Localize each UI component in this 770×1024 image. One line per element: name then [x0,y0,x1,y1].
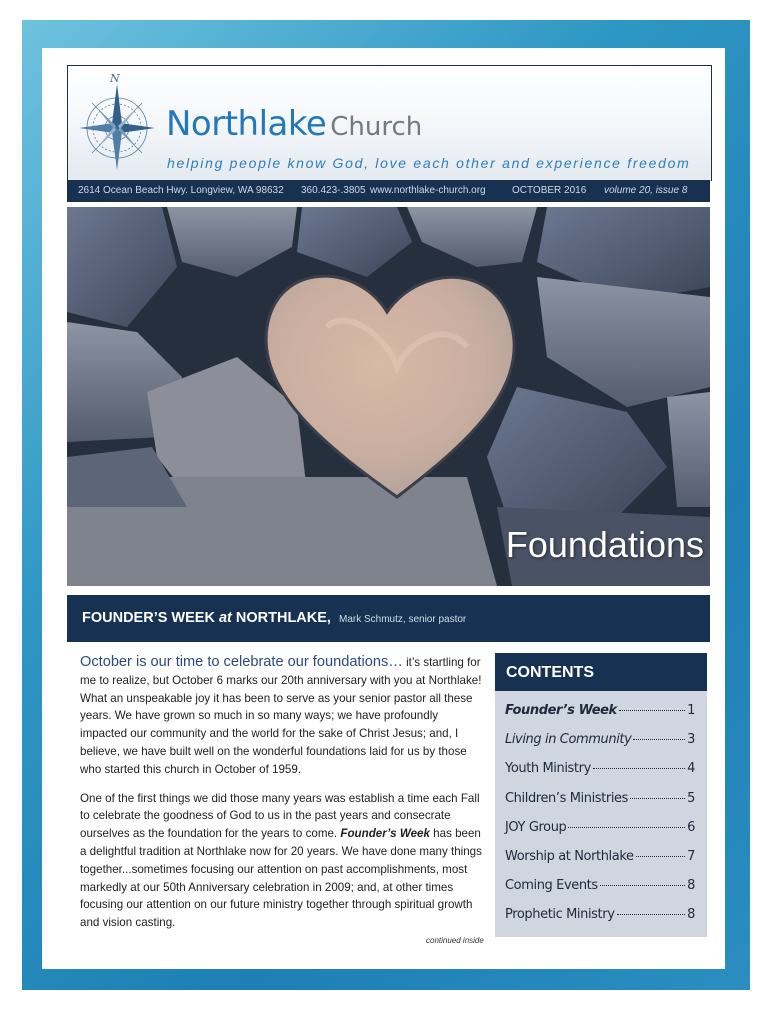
toc-item[interactable] [505,703,695,732]
toc-item-label: Children’s Ministries [505,790,629,806]
phone-number: 360.423-.3805 [301,185,366,196]
toc-item-page: 7 [687,848,695,864]
toc-item[interactable] [505,849,695,878]
church-name-main: Northlake [166,104,327,144]
toc-item-page: 4 [687,761,695,777]
article-p2-text-a: One of the first things we did those many years was establish a time each Fall to celebrate the goodness of God to us in the past years and consecrate ourselves as the foundation for the years to come. [80,791,480,841]
info-bar [67,180,710,202]
toc-leader [600,885,685,886]
contents-list [495,691,707,937]
article-title-part2: NORTHLAKE, [231,610,331,626]
compass-north-letter: N [110,72,120,85]
toc-item-page: 6 [687,819,695,835]
article-author: Mark Schmutz, senior pastor [338,614,467,625]
article-paragraph-2 [80,790,485,932]
hero-image [67,207,710,586]
toc-item[interactable] [505,820,695,849]
toc-leader [633,739,685,740]
church-name [166,104,422,144]
toc-leader [619,710,685,711]
church-name-sub: Church [330,112,423,142]
contents-heading: CONTENTS [495,655,707,691]
article-header-bar [67,595,710,642]
toc-item-page: 5 [687,790,695,806]
page-frame [22,20,750,990]
toc-item-page: 3 [687,732,695,748]
article-title-part1: FOUNDER’S WEEK [82,610,219,626]
toc-item-label: Worship at Northlake [505,848,634,864]
toc-leader [568,827,685,828]
article-lead: October is our time to celebrate our foundations… [80,654,403,670]
website-link[interactable]: www.northlake-church.org [370,185,486,196]
toc-leader [593,768,685,769]
toc-leader [636,856,686,857]
toc-item[interactable] [505,878,695,907]
article-p2-emphasis: Founder’s Week [340,827,430,841]
toc-item-page: 8 [687,907,695,923]
continued-note: continued inside [426,936,484,945]
street-address: 2614 Ocean Beach Hwy. Longview, WA 98632 [78,185,284,196]
toc-item-label: JOY Group [505,819,567,835]
toc-item-label: Living in Community [505,732,632,748]
masthead [67,65,712,181]
toc-item-page: 8 [687,878,695,894]
toc-item-label: Youth Ministry [505,761,591,777]
toc-item[interactable] [505,761,695,790]
toc-leader [617,914,686,915]
toc-item-label: Coming Events [505,878,598,894]
toc-leader [630,798,685,799]
issue-volume: volume 20, issue 8 [604,185,688,196]
toc-item-page: 1 [687,703,695,718]
article-paragraph-1 [80,654,485,779]
toc-item[interactable] [505,791,695,820]
article-title-em: at [218,610,232,626]
article-title [82,610,466,626]
toc-item[interactable] [505,907,695,936]
toc-item[interactable] [505,732,695,761]
toc-item-label: Founder’s Week [505,703,617,718]
issue-date: OCTOBER 2016 [512,185,587,196]
article-p1-text: it’s startling for me to realize, but October 6 marks our 20th anniversary with you at Northlake! What an unspeakable joy it has been to serve as your senior pastor all these years. We have grown so much in so many ways; we have profoundly impacted our community and the world for the sake of Christ Jesus; and, I believe, we have built well on the wonderful foundations laid for us by those who started this church in October of 1959. [80,656,482,776]
newsletter-page [42,48,725,969]
article-p2-text-b: has been a delightful tradition at Northlake now for 20 years. We have done many things together...sometimes focusing our attention on past accomplishments, most markedly at our 50th Anniversary celebration in 2009; and, at other times focusing our attention on our future ministry together through spiritual growth and vision casting. [80,827,482,930]
contents-box [495,653,707,937]
article-body [80,654,485,943]
toc-item-label: Prophetic Ministry [505,907,615,923]
compass-rose-logo [74,72,160,172]
hero-title: Foundations [505,524,704,565]
tagline: helping people know God, love each other and experience freedom [167,155,691,171]
